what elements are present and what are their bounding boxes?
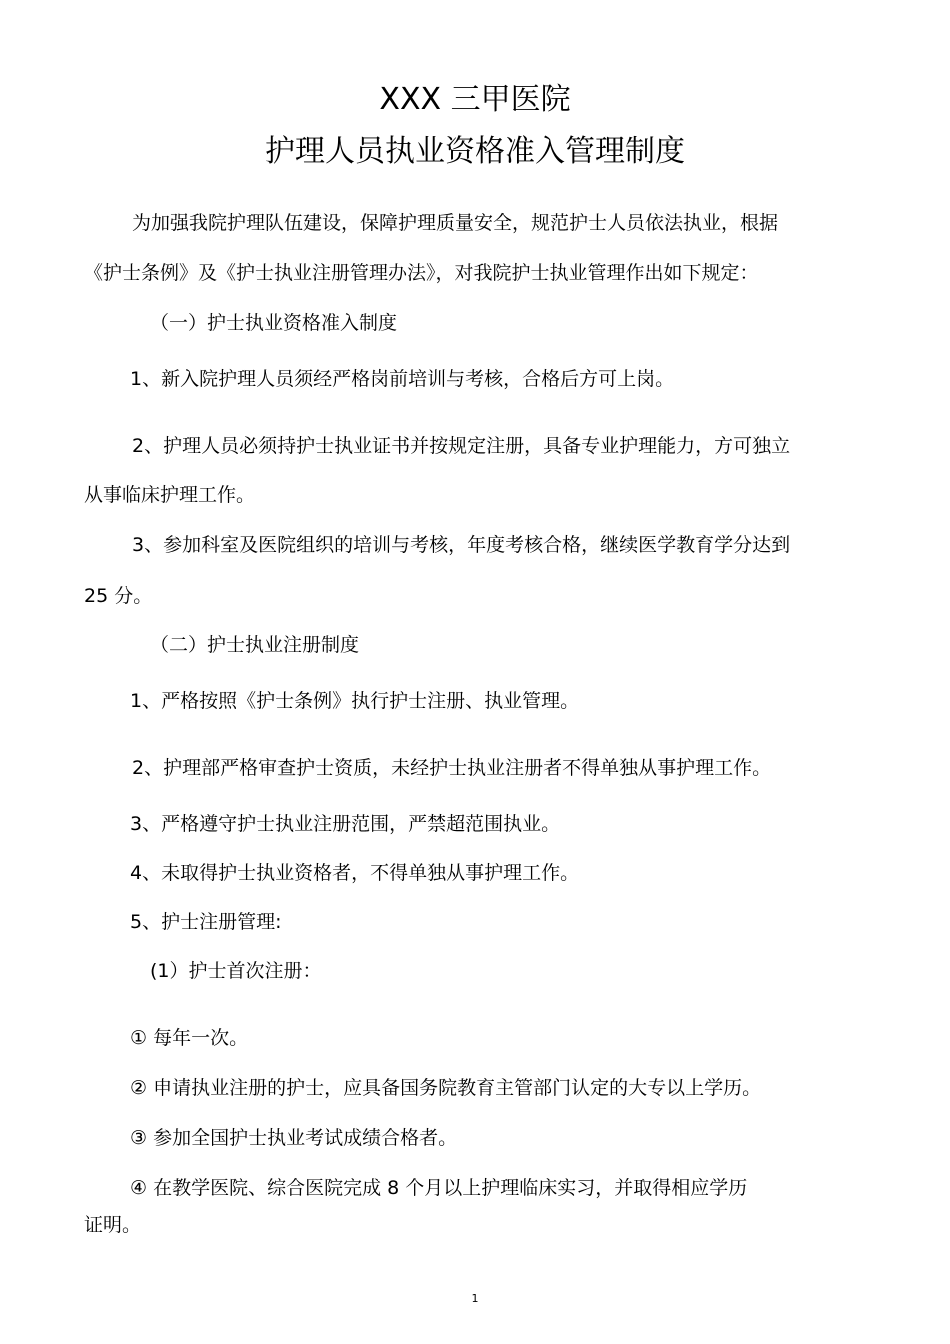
condition-4-line-2: 证明。 — [84, 1214, 142, 1236]
intro-line-2: 《护士条例》及《护士执业注册管理办法》，对我院护士执业管理作出如下规定： — [84, 262, 759, 284]
section-1-heading: （一）护士执业资格准入制度 — [150, 312, 398, 334]
hospital-title: XXX 三甲医院 — [379, 82, 571, 117]
section-1-item-2-line-2: 从事临床护理工作。 — [84, 484, 256, 506]
section-2-item-5: 5、护士注册管理: — [130, 911, 282, 933]
section-1-item-3-line-2: 25 分。 — [84, 585, 153, 607]
section-2-item-3: 3、严格遵守护士执业注册范围，严禁超范围执业。 — [130, 813, 561, 835]
condition-3: ③ 参加全国护士执业考试成绩合格者。 — [130, 1127, 458, 1149]
section-2-item-4: 4、未取得护士执业资格者，不得单独从事护理工作。 — [130, 862, 580, 884]
condition-2: ② 申请执业注册的护士，应具备国务院教育主管部门认定的大专以上学历。 — [130, 1077, 762, 1099]
condition-1: ① 每年一次。 — [130, 1027, 249, 1049]
intro-line-1: 为加强我院护理队伍建设，保障护理质量安全，规范护士人员依法执业，根据 — [132, 212, 779, 234]
page-number: 1 — [471, 1292, 479, 1305]
section-1-item-2-line-1: 2、护理人员必须持护士执业证书并按规定注册，具备专业护理能力，方可独立 — [132, 435, 791, 457]
section-2-heading: （二）护士执业注册制度 — [150, 634, 360, 656]
section-2-item-2: 2、护理部严格审查护士资质，未经护士执业注册者不得单独从事护理工作。 — [132, 757, 772, 779]
document-title: 护理人员执业资格准入管理制度 — [265, 134, 685, 169]
section-2-item-1: 1、严格按照《护士条例》执行护士注册、执业管理。 — [130, 690, 580, 712]
section-1-item-1: 1、新入院护理人员须经严格岗前培训与考核，合格后方可上岗。 — [130, 368, 675, 390]
condition-4-line-1: ④ 在教学医院、综合医院完成 8 个月以上护理临床实习，并取得相应学历 — [130, 1177, 748, 1199]
sub-item-1: (1）护士首次注册： — [150, 960, 322, 982]
section-1-item-3-line-1: 3、参加科室及医院组织的培训与考核，年度考核合格，继续医学教育学分达到 — [132, 534, 791, 556]
